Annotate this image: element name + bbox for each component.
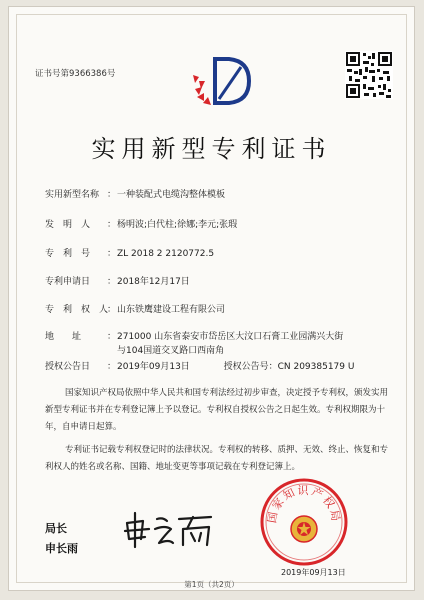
field-label: 专利申请日 <box>45 277 91 287</box>
qr-code-icon <box>345 51 393 99</box>
field-label: 地 址 <box>45 332 82 342</box>
certificate-page <box>8 6 415 591</box>
field-label: 实用新型名称 <box>45 190 100 200</box>
address-line-2: 与104国道交叉路口西南角 <box>117 346 225 356</box>
field-value: 2018年12月17日 <box>117 277 190 287</box>
field-label: 授权公告日 <box>45 362 91 372</box>
field-label: 专 利 号 <box>45 249 91 259</box>
field-inventors: 发 明 人 ：杨明波;白代柱;徐娜;李元;张瑕 <box>45 217 237 230</box>
cnipa-logo-icon <box>185 51 257 109</box>
signature-icon <box>121 509 217 549</box>
field-application-date: 专利申请日 ：2018年12月17日 <box>45 274 190 287</box>
field-address: 地 址 ：271000 山东省泰安市岱岳区大汶口石膏工业园满兴大街 <box>45 329 343 342</box>
field-value: 山东铁鹰建设工程有限公司 <box>117 305 226 315</box>
paragraph-legal-status: 专利证书记载专利权登记时的法律状况。专利权的转移、质押、无效、终止、恢复和专利权人的姓名或名称、国籍、地址变更等事项记载在专利登记簿上。 <box>45 445 389 472</box>
seal-date: 2019年09月13日 <box>281 568 346 577</box>
paragraph-grant: 国家知识产权局依照中华人民共和国专利法经过初步审查，决定授予专利权，颁发实用新型专利证书并在专利登记簿上予以登记。专利权自授权公告之日起生效。专利权期限为十年，自申请日起算。 <box>45 388 389 432</box>
field-patentee: 专 利 权 人：山东铁鹰建设工程有限公司 <box>45 302 225 315</box>
field-grant-date: 授权公告日 ：2019年09月13日 授权公告号：CN 209385179 U <box>45 359 354 372</box>
field-value: 一种装配式电缆沟整体模板 <box>117 190 226 200</box>
field-value: 271000 山东省泰安市岱岳区大汶口石膏工业园满兴大街 <box>117 332 344 342</box>
page-title: 实用新型专利证书 <box>91 135 332 163</box>
field-patent-number: 专 利 号 ：ZL 2018 2 2120772.5 <box>45 246 214 259</box>
field-value: 杨明波;白代柱;徐娜;李元;张瑕 <box>117 220 238 230</box>
seal-text: 国家知识产权局 <box>265 484 343 525</box>
certificate-number: 证书号第9366386号 <box>35 69 116 79</box>
field-label: 发 明 人 <box>45 220 91 230</box>
page-number: 第1页（共2页） <box>184 580 239 589</box>
official-title: 局长 <box>45 522 67 535</box>
field-label: 专 利 权 人 <box>45 305 109 315</box>
official-name: 申长雨 <box>45 542 78 555</box>
field-utility-model-name: 实用新型名称 ：一种装配式电缆沟整体模板 <box>45 187 225 200</box>
field-value: 2019年09月13日 <box>117 362 190 372</box>
grant-number-label: 授权公告号 <box>223 362 269 372</box>
official-seal-icon <box>259 477 349 567</box>
grant-number: CN 209385179 U <box>277 362 355 372</box>
field-value: ZL 2018 2 2120772.5 <box>117 249 215 259</box>
